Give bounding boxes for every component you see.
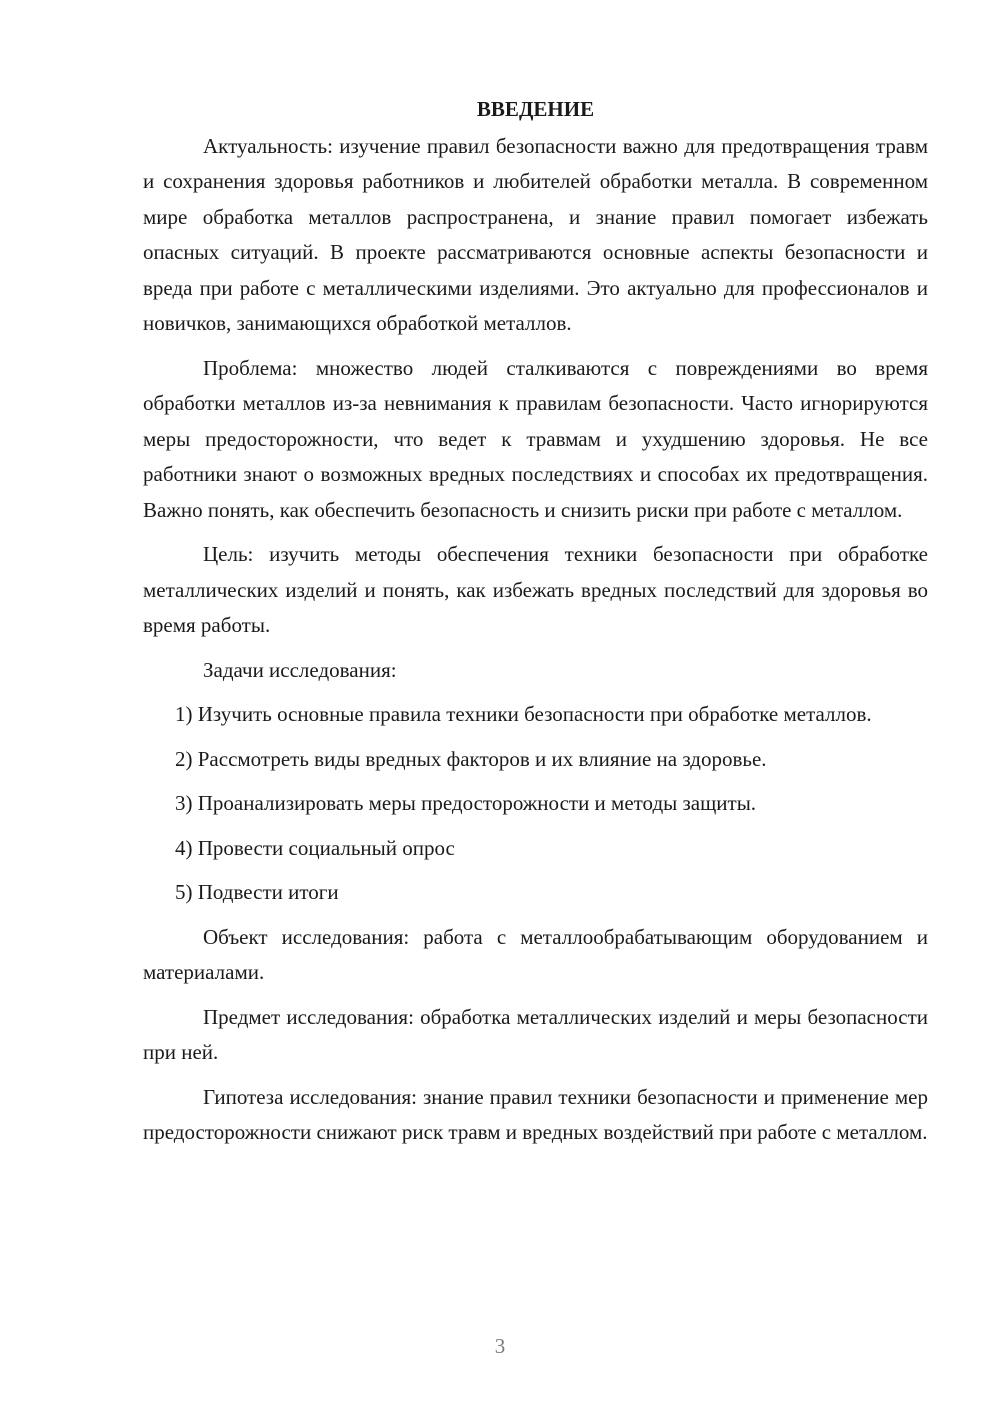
hypothesis-paragraph: Гипотеза исследования: знание правил техники безопасности и применение мер предосторожности снижают риск травм и вредных воздействий при работе с металлом. bbox=[143, 1084, 928, 1144]
page-number: 3 bbox=[494, 1334, 506, 1358]
task-item: 1) Изучить основные правила техники безопасности при обработке металлов. bbox=[175, 702, 872, 726]
problem-paragraph: Проблема: множество людей сталкиваются с повреждениями во время обработки металлов из-за невнимания к правилам безопасности. Часто игнорируются меры предосторожности, что ведет к травмам и ухудшению здоровья. Не все работники знают о возможных вредных последствиях и способах их предотвращения. Важно понять, как обеспечить безопасность и снизить риски при работе с металлом. bbox=[143, 355, 928, 522]
task-item: 2) Рассмотреть виды вредных факторов и их влияние на здоровье. bbox=[175, 746, 767, 771]
subject-paragraph: Предмет исследования: обработка металлических изделий и меры безопасности при ней. bbox=[143, 1004, 928, 1064]
task-item: 4) Провести социальный опрос bbox=[175, 835, 455, 860]
goal-paragraph: Цель: изучить методы обеспечения техники безопасности при обработке металлических изделий и понять, как избежать вредных последствий для здоровья во время работы. bbox=[143, 542, 928, 637]
task-item: 5) Подвести итоги bbox=[175, 880, 339, 904]
relevance-paragraph: Актуальность: изучение правил безопасности важно для предотвращения травм и сохранения здоровья работников и любителей обработки металла. В современном мире обработка металлов распространена, и знание правил помогает избежать опасных ситуаций. В проекте рассматриваются основные аспекты безопасности и вреда при работе с металлическими изделиями. Это актуально для профессионалов и новичков, занимающихся обработкой металлов. bbox=[143, 133, 928, 335]
document-page bbox=[143, 92, 928, 1151]
tasks-heading: Задачи исследования: bbox=[203, 657, 397, 682]
object-paragraph: Объект исследования: работа с металлообрабатывающим оборудованием и материалами. bbox=[143, 924, 928, 984]
page-title: ВВЕДЕНИЕ bbox=[476, 97, 595, 121]
task-item: 3) Проанализировать меры предосторожности и методы защиты. bbox=[175, 791, 757, 815]
